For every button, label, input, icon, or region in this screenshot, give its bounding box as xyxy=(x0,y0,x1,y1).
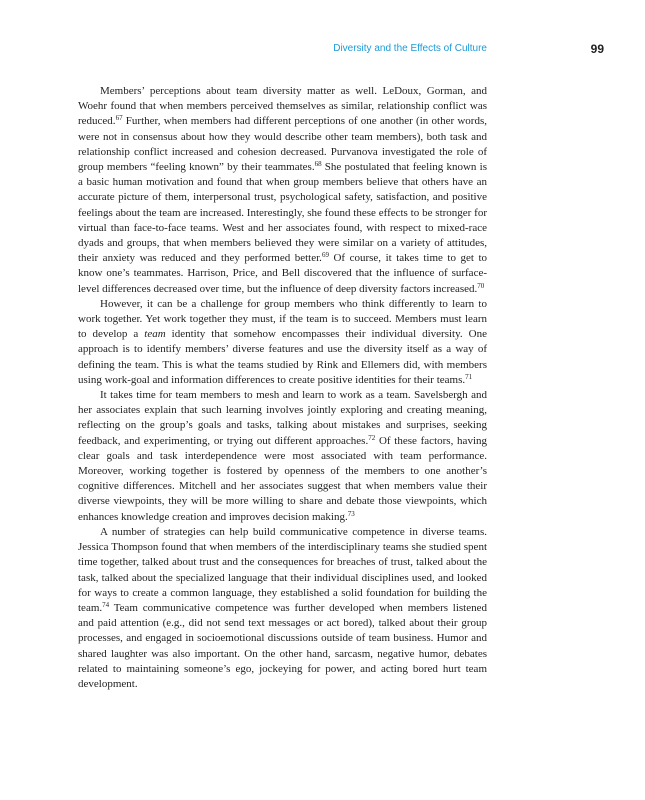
text-segment: Team communicative competence was further developed when members listened and paid attention (e.g., did not send text messages or act bored), talked about their group processes, and engaged in socioemotional discussions outside of team business. Humor and shared laughter was also important. On the other hand, sarcasm, negative humor, debates related to maintaining someone’s ego, jockeying for power, and acting bored hurt team development. xyxy=(78,601,487,690)
paragraph-4 xyxy=(78,525,487,692)
paragraph-3 xyxy=(78,388,487,525)
text-segment: Of these factors, having clear goals and task interdependence were most associated with team performance. Moreover, working together is fostered by openness of the members to one another’s cognitive differences. Mitchell and her associates suggest that when members value their diverse viewpoints, they will be more willing to share and debate those viewpoints, which enhances knowledge creation and improves decision making. xyxy=(78,434,487,523)
footnote-ref-67: 67 xyxy=(115,114,123,123)
page-number: 99 xyxy=(590,42,604,56)
body-text xyxy=(78,84,487,692)
paragraph-2 xyxy=(78,297,487,388)
paragraph-1 xyxy=(78,84,487,297)
footnote-ref-73: 73 xyxy=(347,509,355,518)
footnote-ref-69: 69 xyxy=(321,251,329,260)
text-segment: A number of strategies can help build communicative competence in diverse teams. Jessica Thompson found that when members of the interdisciplinary teams she studied spent time together, talked about trust and the consequences for breaches of trust, talked about the task, talked about the specialized language that their individual disciplines used, and looked for ways to create a common language, they established a solid foundation for building the team. xyxy=(78,525,487,614)
footnote-ref-68: 68 xyxy=(314,160,322,169)
text-segment: Of course, it takes time to get to know one’s teammates. Harrison, Price, and Bell discovered that the influence of surface-level differences decreased over time, but the influence of deep diversity factors increased. xyxy=(78,252,488,295)
footnote-ref-74: 74 xyxy=(102,600,110,609)
footnote-ref-70: 70 xyxy=(477,281,485,290)
emphasis-team: team xyxy=(144,328,166,341)
text-segment: Further, when members had different perceptions of one another (in other words, were not in consensus about how they would describe other team members), both task and relationship conflict increased and cohesion decreased. Purvanova investigated the role of group members “feeling known” by their teammates. xyxy=(78,115,487,174)
text-segment: identity that somehow encompasses their individual diversity. One approach is to identify members’ diverse features and use the diversity itself as a way of defining the team. This is what the teams studied by Rink and Ellemers did, with members using work-goal and information differences to create positive identities for their teams. xyxy=(78,328,487,386)
footnote-ref-72: 72 xyxy=(368,433,376,442)
running-head: Diversity and the Effects of Culture xyxy=(333,43,487,54)
page-header xyxy=(0,43,645,59)
text-segment: However, it can be a challenge for group members who think differently to learn to work together. Yet work together they must, if the team is to succeed. Members must learn to develop a xyxy=(78,297,487,341)
text-segment: She postulated that feeling known is a basic human motivation and found that when group members believe that others have an accurate picture of them, interpersonal trust, psychological safety, satisfaction, and positive feelings about the team are increased. Interestingly, she found these effects to be stronger for virtual than face-to-face teams. West and her associates found, with respect to mixed-race dyads and groups, that when members believed they were similar on a variety of attitudes, their anxiety was reduced and they performed better. xyxy=(78,161,487,265)
text-segment: Members’ perceptions about team diversity matter as well. LeDoux, Gorman, and Woehr found that when members perceived themselves as similar, relationship conflict was reduced. xyxy=(78,85,487,128)
text-segment: It takes time for team members to mesh and learn to work as a team. Savelsbergh and her associates explain that such learning involves jointly exploring and creating meaning, reflecting on the group’s goals and tasks, talking about mistakes and surprises, seeking feedback, and experimenting, or trying out different approaches. xyxy=(78,389,487,447)
footnote-ref-71: 71 xyxy=(465,372,473,381)
